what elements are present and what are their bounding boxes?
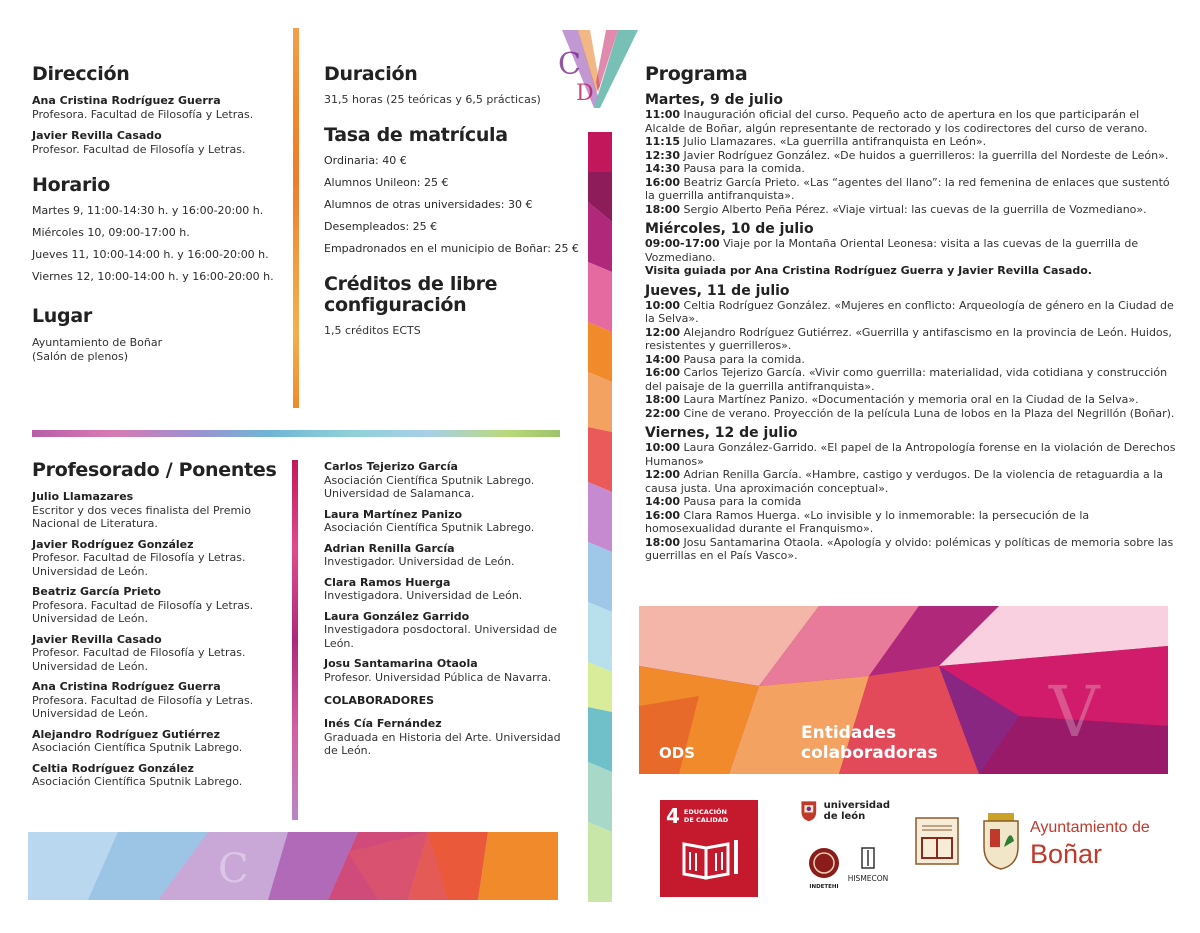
bonar-name: Boñar — [1030, 839, 1103, 869]
event-text: Beatriz García Prieto. «Las “agentes del llano”: la red femenina de enlaces que sustentó la guerrilla antifranquista». — [645, 175, 1170, 202]
ponente-item — [324, 508, 584, 535]
divider-bar — [293, 28, 299, 408]
event-text: Alejandro Rodríguez Gutiérrez. «Guerrilla y antifascismo en la provincia de León. Huidos, resistentes y guerrilleros». — [645, 325, 1172, 352]
event-text: Pausa para la comida. — [683, 352, 805, 366]
ponente-name: Clara Ramos Huerga — [324, 575, 451, 589]
event-time: 16:00 — [645, 366, 681, 379]
colaboradores-title: COLABORADORES — [324, 694, 435, 707]
program-event — [645, 353, 1180, 367]
event-time: 14:00 — [645, 495, 681, 508]
ponente-desc: Asociación Científica Sputnik Labrego. — [324, 473, 535, 487]
program-event — [645, 149, 1180, 163]
event-text: Viaje por la Montaña Oriental Leonesa: visita a las cuevas de la guerrilla de Vozmediano. — [645, 237, 1139, 264]
event-time: 10:00 — [645, 441, 681, 454]
lugar-line: (Salón de plenos) — [32, 349, 129, 363]
event-time: 18:00 — [645, 202, 681, 216]
ponente-desc: Nacional de Literatura. — [32, 517, 158, 530]
lugar-section — [32, 306, 282, 363]
duracion-text: 31,5 horas (25 teóricas y 6,5 prácticas) — [324, 93, 541, 106]
event-time: 09:00-17:00 — [645, 237, 720, 250]
program-event — [645, 203, 1180, 217]
horario-line: Jueves 11, 10:00-14:00 h. y 16:00-20:00 h. — [32, 248, 269, 261]
event-text: Laura Martínez Panizo. «Documentación y memoria oral en la Ciudad de la Selva». — [683, 393, 1139, 406]
divider-bar — [292, 460, 298, 820]
monogram-c: C — [558, 47, 581, 82]
program-event — [645, 407, 1180, 421]
crest-icon — [800, 796, 818, 826]
entidades-banner — [639, 606, 1168, 774]
ponente-name: Julio Llamazares — [32, 490, 134, 503]
monogram-v: V — [1049, 671, 1100, 753]
ponente-desc: Investigador. Universidad de León. — [324, 555, 515, 568]
program-note: Visita guiada por Ana Cristina Rodríguez Guerra y Javier Revilla Casado. — [645, 264, 1092, 277]
ponente-name: Adrian Renilla García — [324, 541, 455, 555]
program-event — [645, 495, 1180, 509]
lugar-title: Lugar — [32, 305, 92, 327]
book-icon — [666, 826, 752, 886]
ponente-desc: Profesora. Facultad de Filosofía y Letras. — [32, 598, 254, 612]
bottom-banner — [28, 832, 558, 900]
ponente-desc: Universidad de León. — [32, 564, 149, 578]
event-time: 12:30 — [645, 148, 681, 162]
horario-line: Miércoles 10, 09:00-17:00 h. — [32, 226, 190, 239]
event-text: Clara Ramos Huerga. «Lo invisible y lo inmemorable: la persecución de la homosexualidad durante el Franquismo». — [645, 508, 1090, 535]
column-icon — [860, 846, 876, 870]
ponente-name: Laura González Garrido — [324, 609, 470, 623]
ponente-desc: León. — [324, 636, 354, 650]
event-time: 10:00 — [645, 298, 681, 312]
event-text: Pausa para la comida. — [683, 162, 805, 175]
event-time: 14:00 — [645, 352, 681, 366]
ponente-name: Celtia Rodríguez González — [32, 761, 194, 775]
hismecon-logo — [846, 846, 890, 888]
horario-title: Horario — [32, 174, 110, 196]
ponente-desc: Investigadora posdoctoral. Universidad de — [324, 623, 557, 636]
color-strip — [32, 430, 560, 437]
ponente-name: Alejandro Rodríguez Gutiérrez — [32, 727, 221, 741]
event-text: Celtia Rodríguez González. «Mujeres en conflicto: Arqueología de género en la Ciudad de la Selva». — [645, 298, 1174, 325]
program-event — [645, 135, 1180, 149]
program-event — [645, 468, 1180, 495]
ponente-desc: Universidad de León. — [32, 707, 149, 720]
sdg-number: 4 — [666, 804, 680, 828]
event-text: Julio Llamazares. «La guerrilla antifranquista en León». — [683, 135, 987, 148]
event-time: 16:00 — [645, 175, 681, 189]
cdv-logo — [556, 26, 642, 118]
entidades-label: colaboradoras — [801, 743, 938, 763]
event-time: 12:00 — [645, 468, 681, 481]
program-event — [645, 393, 1180, 407]
event-text: Carlos Tejerizo García. «Vivir como guerrilla: materialidad, vida cotidiana y construcción del paisaje de la guerrilla antifranquista». — [645, 366, 1168, 393]
creditos-title: configuración — [324, 294, 467, 316]
event-time: 16:00 — [645, 508, 681, 522]
bonar-label: Ayuntamiento de — [1030, 819, 1150, 836]
ponente-item — [324, 576, 584, 603]
program-day: Martes, 9 de julio — [645, 92, 783, 108]
programa-section — [645, 64, 1180, 563]
indetehi-logo — [804, 846, 844, 890]
ponente-item — [32, 490, 292, 531]
tasa-line: Ordinaria: 40 € — [324, 154, 407, 167]
monogram-d: D — [576, 81, 594, 106]
program-event — [645, 237, 1180, 264]
tasa-section — [324, 125, 594, 255]
horario-line: Viernes 12, 10:00-14:00 h. y 16:00-20:00 h. — [32, 270, 274, 283]
center-mosaic — [588, 132, 612, 902]
horario-line: Martes 9, 11:00-14:30 h. y 16:00-20:00 h. — [32, 204, 264, 217]
event-text: Cine de verano. Proyección de la película Luna de lobos en la Plaza del Negrillón (Boñar). — [683, 406, 1175, 420]
sdg-label: DE CALIDAD — [683, 816, 729, 824]
ponente-item — [32, 585, 292, 626]
ule-label: universidad — [823, 800, 890, 811]
colaborador-name: Inés Cía Fernández — [324, 717, 442, 730]
ponente-desc: Asociación Científica Sputnik Labrego. — [324, 521, 535, 534]
event-text: Inauguración oficial del curso. Pequeño acto de apertura en los que participarán el Alcalde de Boñar, algún representante de rectorado y los codirectores del curso de verano. — [645, 108, 1148, 135]
event-time: 12:00 — [645, 325, 681, 339]
seal-icon — [807, 846, 841, 880]
profesorado-section — [32, 460, 292, 796]
event-time: 18:00 — [645, 535, 681, 549]
event-text: Adrian Renilla García. «Hambre, castigo y verdugos. De la violencia de retaguardia a la causa justa. Una aproximación conceptual». — [645, 468, 1164, 495]
program-event — [645, 536, 1180, 563]
director-name: Ana Cristina Rodríguez Guerra — [32, 94, 221, 107]
direccion-title: Dirección — [32, 63, 130, 85]
event-text: Sergio Alberto Peña Pérez. «Viaje virtual: las cuevas de la guerrilla de Vozmediano». — [683, 202, 1147, 216]
program-event — [645, 176, 1180, 203]
program-event — [645, 366, 1180, 393]
ponente-desc: Asociación Científica Sputnik Labrego. — [32, 741, 243, 754]
hismecon-label: HISMECON — [847, 874, 889, 883]
program-event — [645, 299, 1180, 326]
event-text: Josu Santamarina Otaola. «Apología y olvido: polémicas y políticas de memoria sobre las guerrillas en el País Vasco». — [645, 535, 1174, 562]
event-time: 18:00 — [645, 393, 681, 406]
ponente-desc: Profesora. Facultad de Filosofía y Letras. — [32, 693, 254, 707]
ponente-name: Javier Rodríguez González — [32, 537, 194, 551]
tasa-line: Desempleados: 25 € — [324, 220, 438, 233]
director-role: Profesora. Facultad de Filosofía y Letras. — [32, 107, 254, 121]
ponente-item — [324, 657, 584, 684]
profesorado-title: Profesorado / Ponentes — [32, 459, 277, 481]
program-event — [645, 326, 1180, 353]
program-day: Viernes, 12 de julio — [645, 425, 798, 441]
bonar-shield-icon — [982, 811, 1020, 871]
ponente-item — [32, 538, 292, 579]
tasa-line: Alumnos de otras universidades: 30 € — [324, 198, 533, 211]
ponente-desc: Universidad de León. — [32, 659, 149, 673]
ponente-item — [32, 633, 292, 674]
event-time: 11:15 — [645, 135, 681, 148]
ponente-desc: Universidad de Salamanca. — [324, 487, 475, 500]
ponente-item — [324, 542, 584, 569]
ponente-item — [324, 460, 584, 501]
event-text: Javier Rodríguez González. «De huidos a guerrilleros: la guerrilla del Nordeste de León». — [683, 148, 1169, 162]
program-event — [645, 162, 1180, 176]
event-time: 11:00 — [645, 108, 681, 121]
ponente-name: Laura Martínez Panizo — [324, 507, 463, 521]
duracion-section — [324, 64, 584, 107]
program-day: Jueves, 11 de julio — [645, 282, 790, 299]
event-time: 22:00 — [645, 406, 681, 420]
director-role: Profesor. Facultad de Filosofía y Letras. — [32, 142, 246, 156]
ods-label: ODS — [659, 744, 696, 762]
ponente-desc: Universidad de León. — [32, 612, 149, 625]
creditos-section — [324, 274, 584, 338]
program-event — [645, 509, 1180, 536]
ponente-name: Beatriz García Prieto — [32, 585, 161, 598]
profesorado-right — [324, 460, 584, 758]
duracion-title: Duración — [324, 63, 418, 85]
ponente-item — [32, 728, 292, 755]
sdg-label: EDUCACIÓN — [683, 808, 727, 816]
sdg4-logo — [660, 800, 758, 897]
program-event — [645, 108, 1180, 135]
monogram-c: C — [218, 846, 249, 892]
tasa-line: Alumnos Unileon: 25 € — [324, 176, 449, 189]
ponente-desc: Investigadora. Universidad de León. — [324, 589, 523, 602]
indetehi-label: INDETEHI — [809, 884, 839, 890]
tasa-title: Tasa de matrícula — [324, 124, 508, 146]
program-event — [645, 441, 1180, 468]
director-name: Javier Revilla Casado — [32, 129, 162, 142]
ule-logo — [800, 794, 890, 828]
ponente-item — [324, 610, 584, 651]
ponente-name: Josu Santamarina Otaola — [324, 657, 478, 670]
event-text: Laura González-Garrido. «El papel de la Antropología forense en la violación de Derechos Humanos» — [645, 441, 1176, 468]
colaborador-desc: de León. — [324, 744, 372, 757]
ponente-item — [32, 680, 292, 721]
ponente-desc: Profesor. Facultad de Filosofía y Letras. — [32, 551, 246, 564]
ponente-item — [32, 762, 292, 789]
tasa-line: Empadronados en el municipio de Boñar: 25 € — [324, 242, 579, 255]
lugar-line: Ayuntamiento de Boñar — [32, 336, 163, 349]
entidades-label: Entidades — [801, 723, 897, 743]
creditos-title: Créditos de libre — [324, 273, 498, 295]
ponente-name: Carlos Tejerizo García — [324, 460, 458, 473]
institute-logo — [912, 814, 962, 870]
horario-section — [32, 175, 292, 283]
ponente-desc: Profesor. Facultad de Filosofía y Letras. — [32, 646, 246, 659]
creditos-text: 1,5 créditos ECTS — [324, 324, 421, 337]
colaborador-desc: Graduada en Historia del Arte. Universidad — [324, 730, 561, 744]
bonar-logo — [982, 808, 1182, 874]
event-text: Pausa para la comida — [683, 495, 802, 508]
ponente-desc: Profesor. Universidad Pública de Navarra. — [324, 670, 552, 684]
program-day: Miércoles, 10 de julio — [645, 221, 814, 237]
ule-label: de león — [823, 811, 866, 822]
ponente-name: Ana Cristina Rodríguez Guerra — [32, 680, 221, 693]
programa-title: Programa — [645, 63, 748, 85]
ponente-desc: Asociación Científica Sputnik Labrego. — [32, 775, 243, 788]
direccion-section — [32, 64, 282, 156]
ponente-desc: Escritor y dos veces finalista del Premio — [32, 503, 251, 517]
ponente-name: Javier Revilla Casado — [32, 632, 162, 646]
event-time: 14:30 — [645, 162, 681, 175]
